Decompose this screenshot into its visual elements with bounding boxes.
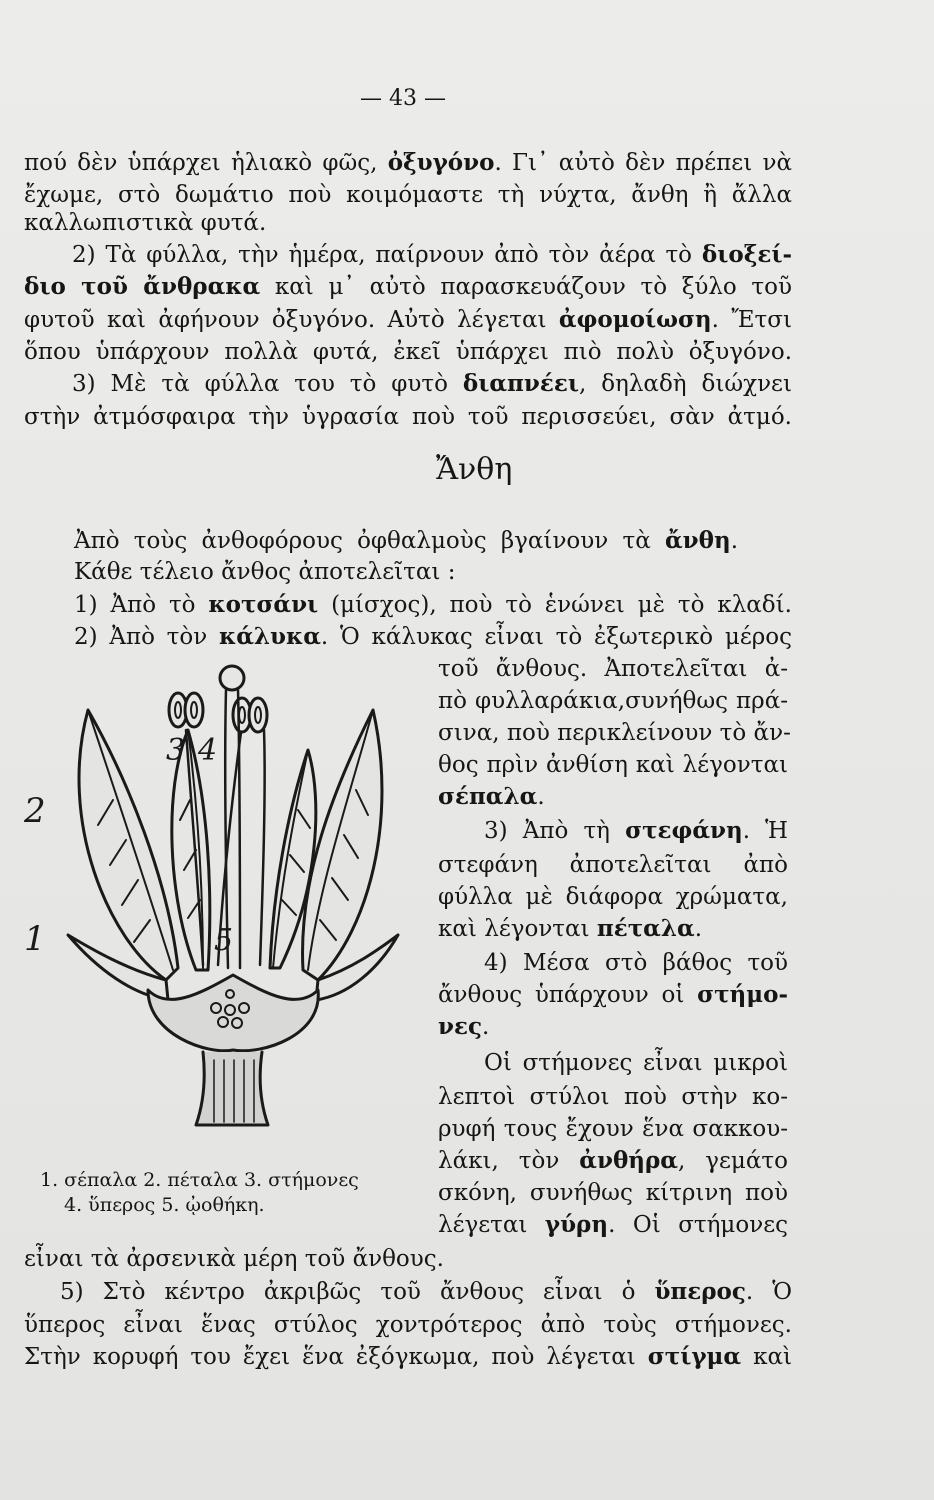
text-line: καὶ λέγονται πέταλα.	[438, 915, 703, 942]
page-number: — 43 —	[360, 86, 446, 111]
text-line: πού δὲν ὑπάρχει ἡλιακὸ φῶς, ὀξυγόνο. Γι᾽ αὐτὸ δὲν πρέπει νὰ	[24, 149, 792, 176]
text-line: θος πρὶν ἀνθίση καὶ λέγονται	[438, 752, 788, 778]
section-heading: Ἄνθη	[436, 452, 513, 487]
stamen-right	[260, 730, 265, 965]
flower-diagram	[18, 650, 418, 1130]
figure-caption-line: 4. ὕπερος 5. ᾠοθήκη.	[64, 1194, 265, 1216]
text-line: καλλωπιστικὰ φυτά.	[24, 210, 267, 236]
text-line: ἄνθους ὑπάρχουν οἱ στήμο-	[438, 981, 788, 1008]
text-line: στεφάνη ἀποτελεῖται ἀπὸ	[438, 852, 788, 878]
text-line: ὅπου ὑπάρχουν πολλὰ φυτά, ἐκεῖ ὑπάρχει πιὸ πολὺ ὀξυγόνο.	[24, 339, 792, 365]
text-line: λάκι, τὸν ἀνθήρα, γεμάτο	[438, 1147, 788, 1174]
text-line: 2) Ἀπὸ τὸν κάλυκα. Ὁ κάλυκας εἶναι τὸ ἐξωτερικὸ μέρος	[74, 623, 792, 650]
text-line: ὕπερος εἶναι ἕνας στύλος χοντρότερος ἀπὸ τοὺς στήμονες.	[24, 1312, 792, 1338]
flower-stem	[196, 1052, 268, 1125]
text-line: νες.	[438, 1013, 490, 1040]
text-line: στὴν ἀτμόσφαιρα τὴν ὑγρασία ποὺ τοῦ περισσεύει, σὰν ἀτμό.	[24, 404, 792, 430]
text-line: σινα, ποὺ περικλείνουν τὸ ἄν-	[438, 720, 791, 746]
text-line: 4) Μέσα στὸ βάθος τοῦ	[484, 950, 788, 976]
figure-label: 2	[24, 791, 46, 831]
text-line: τοῦ ἄνθους. Ἀποτελεῖται ἀ-	[438, 656, 788, 682]
text-line: 3) Μὲ τὰ φύλλα του τὸ φυτὸ διαπνέει, δηλαδὴ διώχνει	[72, 370, 792, 397]
text-line: Στὴν κορυφή του ἔχει ἕνα ἐξόγκωμα, ποὺ λέγεται στίγμα καὶ	[24, 1343, 792, 1370]
text-line: σέπαλα.	[438, 783, 545, 810]
text-line: λέγεται γύρη. Οἱ στήμονες	[438, 1211, 788, 1238]
text-line: 5) Στὸ κέντρο ἀκριβῶς τοῦ ἄνθους εἶναι ὁ ὕπερος. Ὁ	[60, 1278, 793, 1305]
figure-label: 3	[166, 733, 186, 768]
figure-label: 4	[198, 733, 218, 768]
figure-caption-line: 1. σέπαλα 2. πέταλα 3. στήμονες	[40, 1169, 359, 1191]
text-line: 1) Ἀπὸ τὸ κοτσάνι (μίσχος), ποὺ τὸ ἑνώνει μὲ τὸ κλαδί.	[74, 591, 792, 618]
text-line: φυτοῦ καὶ ἀφήνουν ὀξυγόνο. Αὐτὸ λέγεται ἀφομοίωση. Ἔτσι	[24, 306, 792, 333]
text-line: εἶναι τὰ ἀρσενικὰ μέρη τοῦ ἄνθους.	[24, 1246, 444, 1272]
figure-label: 5	[214, 923, 234, 958]
text-line: 3) Ἀπὸ τὴ στεφάνη. Ἡ	[484, 817, 788, 844]
text-line: Κάθε τέλειο ἄνθος ἀποτελεῖται :	[74, 559, 456, 585]
text-line: σκόνη, συνήθως κίτρινη ποὺ	[438, 1180, 788, 1206]
text-line: Ἀπὸ τοὺς ἀνθοφόρους ὀφθαλμοὺς βγαίνουν τὰ ἄνθη.	[74, 527, 738, 554]
text-line: διο τοῦ ἄνθρακα καὶ μ᾽ αὐτὸ παρασκευάζουν τὸ ξύλο τοῦ	[24, 273, 792, 300]
text-line: ἔχωμε, στὸ δωμάτιο ποὺ κοιμόμαστε τὴ νύχτα, ἄνθη ἢ ἄλλα	[24, 182, 792, 208]
text-line: πὸ φυλλαράκια,συνήθως πρά-	[438, 688, 788, 714]
figure-label: 1	[24, 919, 46, 959]
text-line: ρυφή τους ἔχουν ἕνα σακκου-	[438, 1116, 788, 1142]
text-line: φύλλα μὲ διάφορα χρώματα,	[438, 884, 788, 910]
text-line: λεπτοὶ στύλοι ποὺ στὴν κο-	[438, 1084, 788, 1110]
text-line: Οἱ στήμονες εἶναι μικροὶ	[484, 1050, 788, 1076]
text-line: 2) Τὰ φύλλα, τὴν ἡμέρα, παίρνουν ἀπὸ τὸν ἀέρα τὸ διοξεί-	[72, 241, 792, 268]
